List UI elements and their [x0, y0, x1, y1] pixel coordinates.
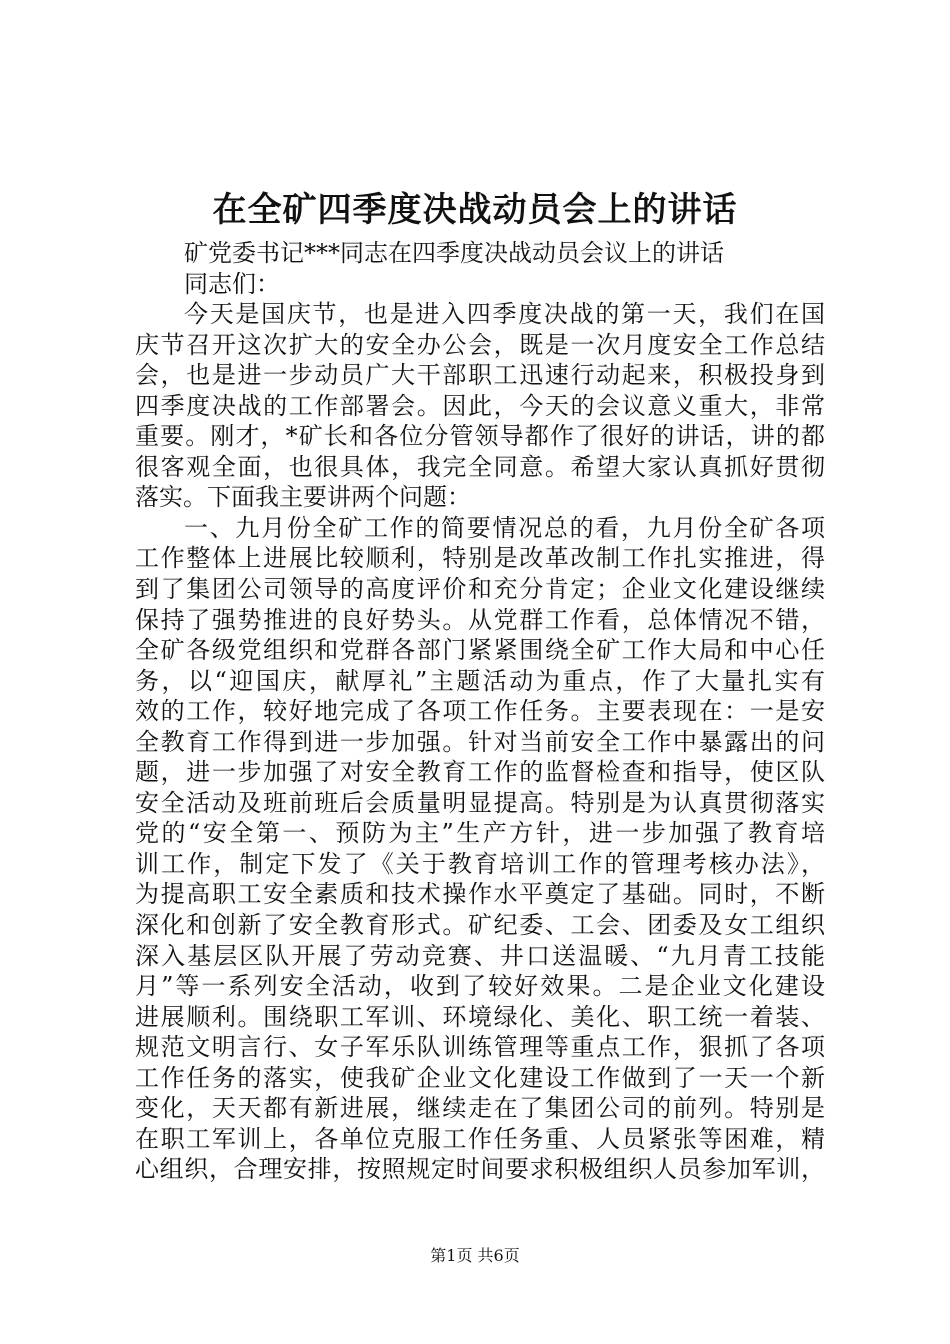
text-line: 月”等一系列安全活动，收到了较好效果。二是企业文化建设: [135, 972, 825, 1001]
text-line: 变化，天天都有新进展，继续走在了集团公司的前列。特别是: [135, 1094, 825, 1123]
text-line: 很客观全面，也很具体，我完全同意。希望大家认真抓好贯彻: [135, 452, 825, 481]
text-line: 党的“安全第一、预防为主”生产方针，进一步加强了教育培: [135, 819, 825, 848]
text-line: 进展顺利。围绕职工军训、环境绿化、美化、职工统一着装、: [135, 1002, 825, 1031]
text-line: 矿党委书记***同志在四季度决战动员会议上的讲话: [184, 239, 724, 267]
document-body: [135, 238, 825, 1185]
text-line: 在职工军训上，各单位克服工作任务重、人员紧张等困难，精: [135, 1124, 825, 1153]
text-line: 一、九月份全矿工作的简要情况总的看，九月份全矿各项: [184, 513, 825, 542]
text-line: 规范文明言行、女子军乐队训练管理等重点工作，狠抓了各项: [135, 1033, 825, 1062]
text-line: 深化和创新了安全教育形式。矿纪委、工会、团委及女工组织: [135, 911, 825, 940]
text-line: 心组织，合理安排，按照规定时间要求积极组织人员参加军训，: [135, 1155, 825, 1184]
text-line: 落实。下面我主要讲两个问题：: [135, 483, 471, 512]
text-line: 题，进一步加强了对安全教育工作的监督检查和指导，使区队: [135, 758, 825, 787]
text-line: 训工作，制定下发了《关于教育培训工作的管理考核办法》，: [135, 849, 825, 878]
text-line: 为提高职工安全素质和技术操作水平奠定了基础。同时，不断: [135, 880, 825, 909]
text-line: 重要。刚才，*矿长和各位分管领导都作了很好的讲话，讲的都: [135, 422, 825, 451]
text-line: 全矿各级党组织和党群各部门紧紧围绕全矿工作大局和中心任: [135, 636, 825, 665]
text-line: 今天是国庆节，也是进入四季度决战的第一天，我们在国: [184, 300, 825, 329]
text-line: 效的工作，较好地完成了各项工作任务。主要表现在：一是安: [135, 697, 825, 726]
text-line: 庆节召开这次扩大的安全办公会，既是一次月度安全工作总结: [135, 330, 825, 359]
text-line: 同志们：: [184, 269, 280, 298]
text-line: 安全活动及班前班后会质量明显提高。特别是为认真贯彻落实: [135, 788, 825, 817]
document-title: 在全矿四季度决战动员会上的讲话: [212, 190, 738, 230]
page-footer: 第1页 共6页: [430, 1246, 520, 1265]
text-line: 保持了强势推进的良好势头。从党群工作看，总体情况不错，: [135, 605, 825, 634]
text-line: 工作整体上进展比较顺利，特别是改革改制工作扎实推进，得: [135, 544, 825, 573]
text-line: 会，也是进一步动员广大干部职工迅速行动起来，积极投身到: [135, 361, 825, 390]
text-line: 到了集团公司领导的高度评价和充分肯定；企业文化建设继续: [135, 575, 825, 604]
text-line: 务，以“迎国庆，献厚礼”主题活动为重点，作了大量扎实有: [135, 666, 825, 695]
text-line: 全教育工作得到进一步加强。针对当前安全工作中暴露出的问: [135, 727, 825, 756]
text-line: 四季度决战的工作部署会。因此，今天的会议意义重大，非常: [135, 391, 825, 420]
text-line: 深入基层区队开展了劳动竞赛、井口送温暖、“九月青工技能: [135, 941, 825, 970]
text-line: 工作任务的落实，使我矿企业文化建设工作做到了一天一个新: [135, 1063, 825, 1092]
